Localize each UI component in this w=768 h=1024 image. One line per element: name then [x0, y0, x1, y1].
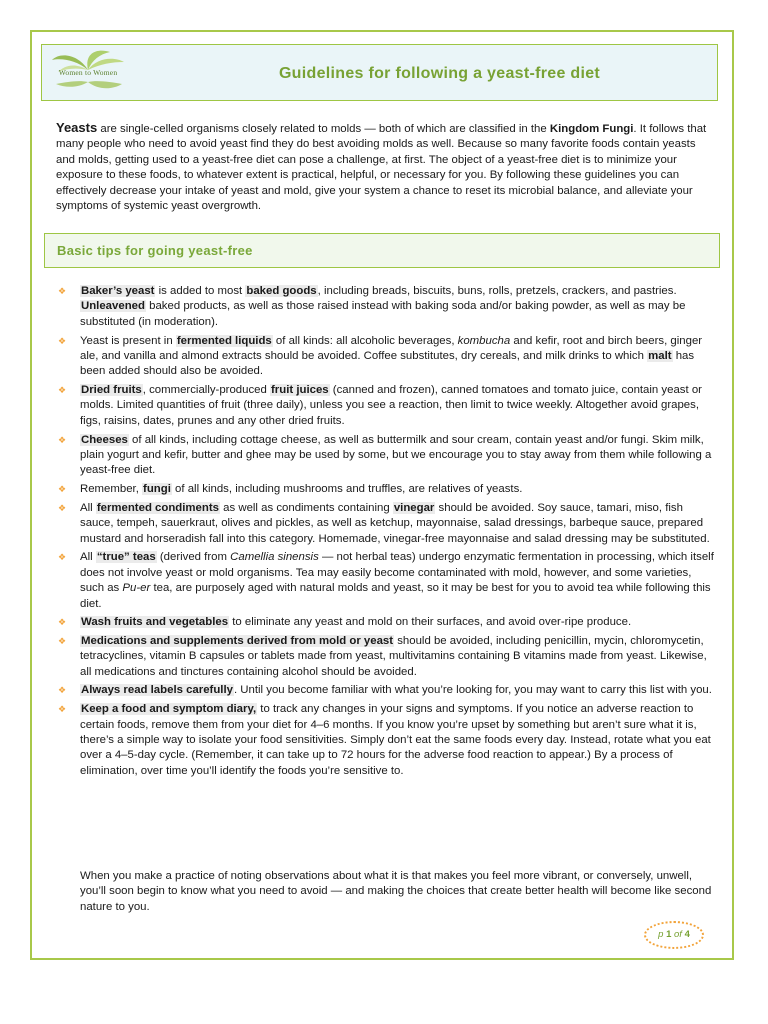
- highlight-term: fungi: [143, 483, 171, 496]
- diamond-bullet-icon: ❖: [58, 685, 67, 696]
- page-title: Guidelines for following a yeast-free diet: [278, 65, 601, 82]
- header-banner: [41, 44, 718, 101]
- highlight-term: Keep a food and symptom diary,: [81, 703, 257, 716]
- section-header: [44, 233, 720, 268]
- highlight-term: Baker’s yeast: [81, 285, 155, 297]
- section-title: Basic tips for going yeast-free: [57, 243, 253, 258]
- list-item: [58, 383, 714, 429]
- list-item: [58, 284, 714, 330]
- tip-text: , commercially-produced: [142, 384, 271, 397]
- highlight-term: Medications and supplements derived from mold or yeast: [81, 634, 394, 647]
- list-item: [58, 482, 714, 497]
- highlight-term: Cheeses: [81, 433, 128, 446]
- list-item: [58, 683, 714, 698]
- intro-kingdom: Kingdom Fungi: [549, 123, 634, 135]
- tip-text: should be avoided, including penicillin, mycin, chloromycetin, tetracyclines, vitamin B capsules or tablets made from yeast, multivitamins containing B vitamins made from yeast. Likewise, all medications and tinctures containing alcohol should be avoided.: [80, 634, 707, 678]
- diamond-bullet-icon: ❖: [58, 434, 67, 445]
- tip-text: to track any changes in your signs and symptoms. If you notice an adverse reaction to certain foods, remove them from your diet for 4–6 months. If you know you’re upset by something but aren’t sure what it is, there’s a simple way to isolate your food sensitivities. Simply don’t eat the same foods every day. Instead, rotate what you eat over a 4–5-day cycle. (Remember, it can take up to 72 hours for the adverse food reaction to appear.) By a process of elimination, over time you’ll identify the foods you’re sensitive to.: [80, 703, 711, 777]
- highlight-term: malt: [648, 349, 672, 362]
- list-item: [58, 334, 714, 380]
- diamond-bullet-icon: ❖: [58, 335, 67, 346]
- highlight-term: fruit juices: [271, 384, 329, 397]
- highlight-term: fermented condiments: [96, 501, 219, 514]
- intro-text-1: are single-celled organisms closely related to molds — both of which are classified in the: [97, 123, 550, 135]
- closing-paragraph: When you make a practice of noting observations about what it is that makes you feel more vibrant, or conversely, unwell, you’ll soon begin to know what you need to avoid — and making the choices that create better health will become like second nature to you.: [80, 870, 712, 913]
- highlight-term: Dried fruits: [81, 384, 142, 397]
- tip-text: of all kinds, including mushrooms and truffles, are relatives of yeasts.: [171, 483, 523, 496]
- tip-text: Remember,: [80, 483, 143, 496]
- logo-wordmark: Women to Women: [58, 68, 118, 77]
- italic-term: kombucha: [457, 334, 511, 347]
- diamond-bullet-icon: ❖: [58, 704, 67, 715]
- page-current: 1: [666, 929, 672, 940]
- diamond-bullet-icon: ❖: [58, 484, 67, 495]
- tip-text: Yeast is present in: [80, 334, 176, 347]
- list-item: [58, 634, 714, 680]
- tips-list: [58, 284, 714, 782]
- tip-text: to eliminate any yeast and mold on their surfaces, and avoid over-ripe produce.: [229, 616, 632, 629]
- highlight-term: “true” teas: [96, 551, 156, 564]
- list-item: [58, 501, 714, 547]
- tip-text: (canned and frozen), canned tomatoes and tomato juice, contain yeast or molds. Limited quantities of fruit (three daily), unless you see a reaction, then limit to twice weekly. Altogether avoid grapes, figs, raisins, dates, prunes and any other dried fruits.: [80, 384, 702, 427]
- tip-text: as well as condiments containing: [219, 501, 393, 514]
- list-item: [58, 433, 714, 479]
- tip-text: should be avoided. Soy sauce, tamari, miso, fish sauce, tempeh, sauerkraut, olives and pickles, as well as ketchup, mayonnaise, salad dressings, barbeque sauce, prepared mustard and horseradish fall into this category. Homemade, vinegar-free mayonnaise and salad dressing may be substituted.: [80, 501, 710, 545]
- diamond-bullet-icon: ❖: [58, 385, 67, 396]
- intro-text-2: . It follows that many people who need to avoid yeast find they do best avoiding molds as well. Because so many favorite foods contain yeasts and molds, getting used to a yeast-free diet can pose a challenge, at first. The object of a yeast-free diet is to minimize your exposure to these foods, to whatever extent is practical, helpful, or necessary for you. By following these guidelines you can effectively decrease your intake of yeast and mold, give your system a chance to reset its microbial balance, and alleviate your symptoms of systemic yeast overgrowth.: [56, 123, 707, 213]
- list-item: [58, 702, 714, 779]
- tip-text: of all kinds: all alcoholic beverages,: [272, 334, 458, 347]
- tip-text: baked products, as well as those raised instead with baking soda and/or baking powder, as well as may be substituted (in moderation).: [80, 300, 686, 328]
- highlight-term: vinegar: [393, 501, 435, 514]
- italic-term: Pu-er: [122, 582, 151, 595]
- diamond-bullet-icon: ❖: [58, 617, 67, 628]
- italic-term: Camellia sinensis: [230, 551, 319, 564]
- tip-text: — not herbal teas) undergo enzymatic fermentation in processing, which itself does not involve yeast or mold organisms. Tea may easily become contaminated with mold, however, and some varieties, such as: [80, 551, 714, 595]
- diamond-bullet-icon: ❖: [58, 635, 67, 646]
- tip-text: and kefir, root and birch beers, ginger ale, and vanilla and almond extracts should be avoided. Coffee substitutes, dry cereals, and milk drinks to which: [80, 334, 703, 362]
- tip-text: All: [80, 551, 96, 564]
- tip-text: has been added should also be avoided.: [80, 349, 695, 378]
- highlight-term: Always read labels carefully: [81, 684, 233, 697]
- highlight-term: Wash fruits and vegetables: [81, 616, 229, 629]
- highlight-term: fermented liquids: [176, 334, 272, 347]
- page-prefix: p: [658, 929, 664, 940]
- list-item: [58, 550, 714, 612]
- diamond-bullet-icon: ❖: [58, 552, 67, 563]
- page-total: 4: [684, 929, 690, 940]
- tip-text: (derived from: [156, 551, 231, 564]
- diamond-bullet-icon: ❖: [58, 502, 67, 513]
- tip-text: , including breads, biscuits, buns, rolls, pretzels, crackers, and pastries.: [317, 285, 677, 297]
- page-number-badge: [644, 921, 704, 949]
- tip-text: of all kinds, including cottage cheese, as well as buttermilk and sour cream, contain yeast and/or fungi. Skim milk, plain yogurt and kefir, butter and ghee may be used by some, but we encourage you to stay away from them while following a yeast-free diet.: [80, 433, 712, 477]
- highlight-term: baked goods: [246, 285, 317, 297]
- list-item: [58, 615, 714, 630]
- tip-text: is added to most: [155, 285, 246, 297]
- tip-text: . Until you become familiar with what you’re looking for, you may want to carry this list with you.: [233, 684, 712, 697]
- intro-paragraph: [56, 120, 716, 214]
- page-of: of: [674, 929, 682, 940]
- diamond-bullet-icon: ❖: [58, 286, 67, 296]
- highlight-term: Unleavened: [81, 300, 145, 313]
- intro-lead: Yeasts: [56, 120, 98, 135]
- tip-text: tea, are purposely aged with natural molds and yeast, so it may be best for you to avoid tea while following this diet.: [80, 582, 711, 610]
- tip-text: All: [80, 501, 96, 514]
